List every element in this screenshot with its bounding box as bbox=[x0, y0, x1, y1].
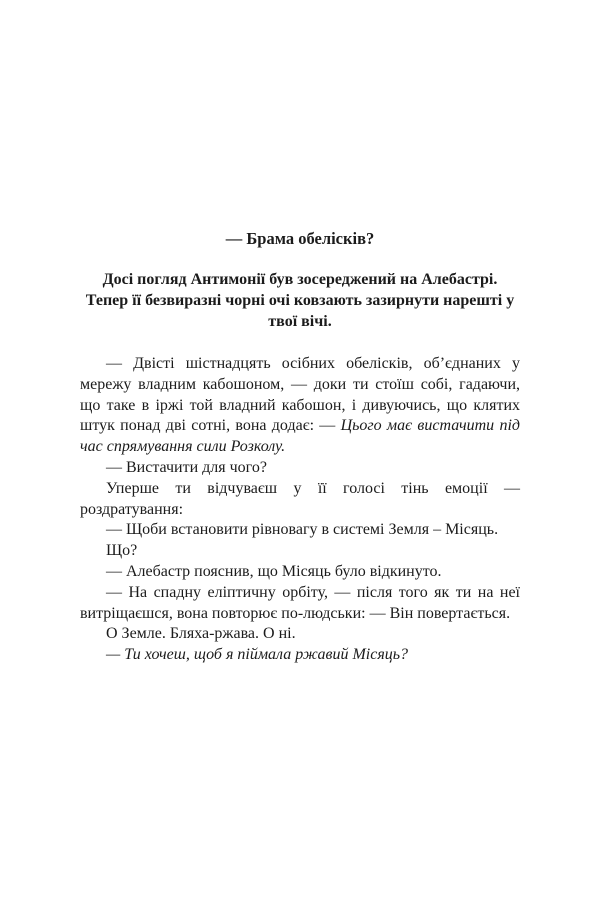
paragraph-segment: — Алебастр пояснив, що Місяць було відкинуто. bbox=[106, 562, 442, 580]
paragraph bbox=[80, 562, 520, 583]
paragraph-segment: — Вистачити для чого? bbox=[106, 458, 267, 476]
paragraph-segment: — Двісті шістнадцять осібних обелісків, об’єднаних у мережу владним кабошоном, — доки ти стоїш собі, гадаючи, що таке в іржі той владний кабошон, і дивуючись, що клятих штук понад дві сотні, вона додає: — bbox=[80, 355, 520, 435]
paragraph-segment: Що? bbox=[106, 542, 138, 560]
paragraph bbox=[80, 583, 520, 625]
paragraph bbox=[80, 458, 520, 479]
lead-paragraph: Досі погляд Антимонії був зосереджений на Алебастрі. Тепер її безвиразні чорні очі ковзають зазирнути нарешті у твої вічі. bbox=[85, 271, 515, 330]
paragraph bbox=[80, 541, 520, 562]
chapter-heading: — Брама обелісків? bbox=[225, 229, 375, 248]
body-paragraphs bbox=[80, 354, 520, 666]
paragraph bbox=[80, 624, 520, 645]
paragraph bbox=[80, 479, 520, 521]
paragraph bbox=[80, 520, 520, 541]
paragraph-segment: О Земле. Бляха-ржава. О ні. bbox=[106, 625, 296, 643]
paragraph-segment: — На спадну еліптичну орбіту, — після того як ти на неї витріщаєшся, вона повторює по-людськи: — Він повертається. bbox=[80, 583, 520, 622]
paragraph bbox=[80, 645, 520, 666]
paragraph-segment-italic: — Ти хочеш, щоб я піймала ржавий Місяць? bbox=[106, 646, 409, 664]
paragraph-segment-italic: Цього має вистачити під час спрямування сили Розколу. bbox=[80, 417, 520, 456]
paragraph-segment: — Щоби встановити рівновагу в системі Земля – Місяць. bbox=[106, 521, 499, 539]
paragraph-segment: Уперше ти відчуваєш у її голосі тінь емоції — роздратування: bbox=[80, 479, 520, 518]
paragraph bbox=[80, 354, 520, 458]
